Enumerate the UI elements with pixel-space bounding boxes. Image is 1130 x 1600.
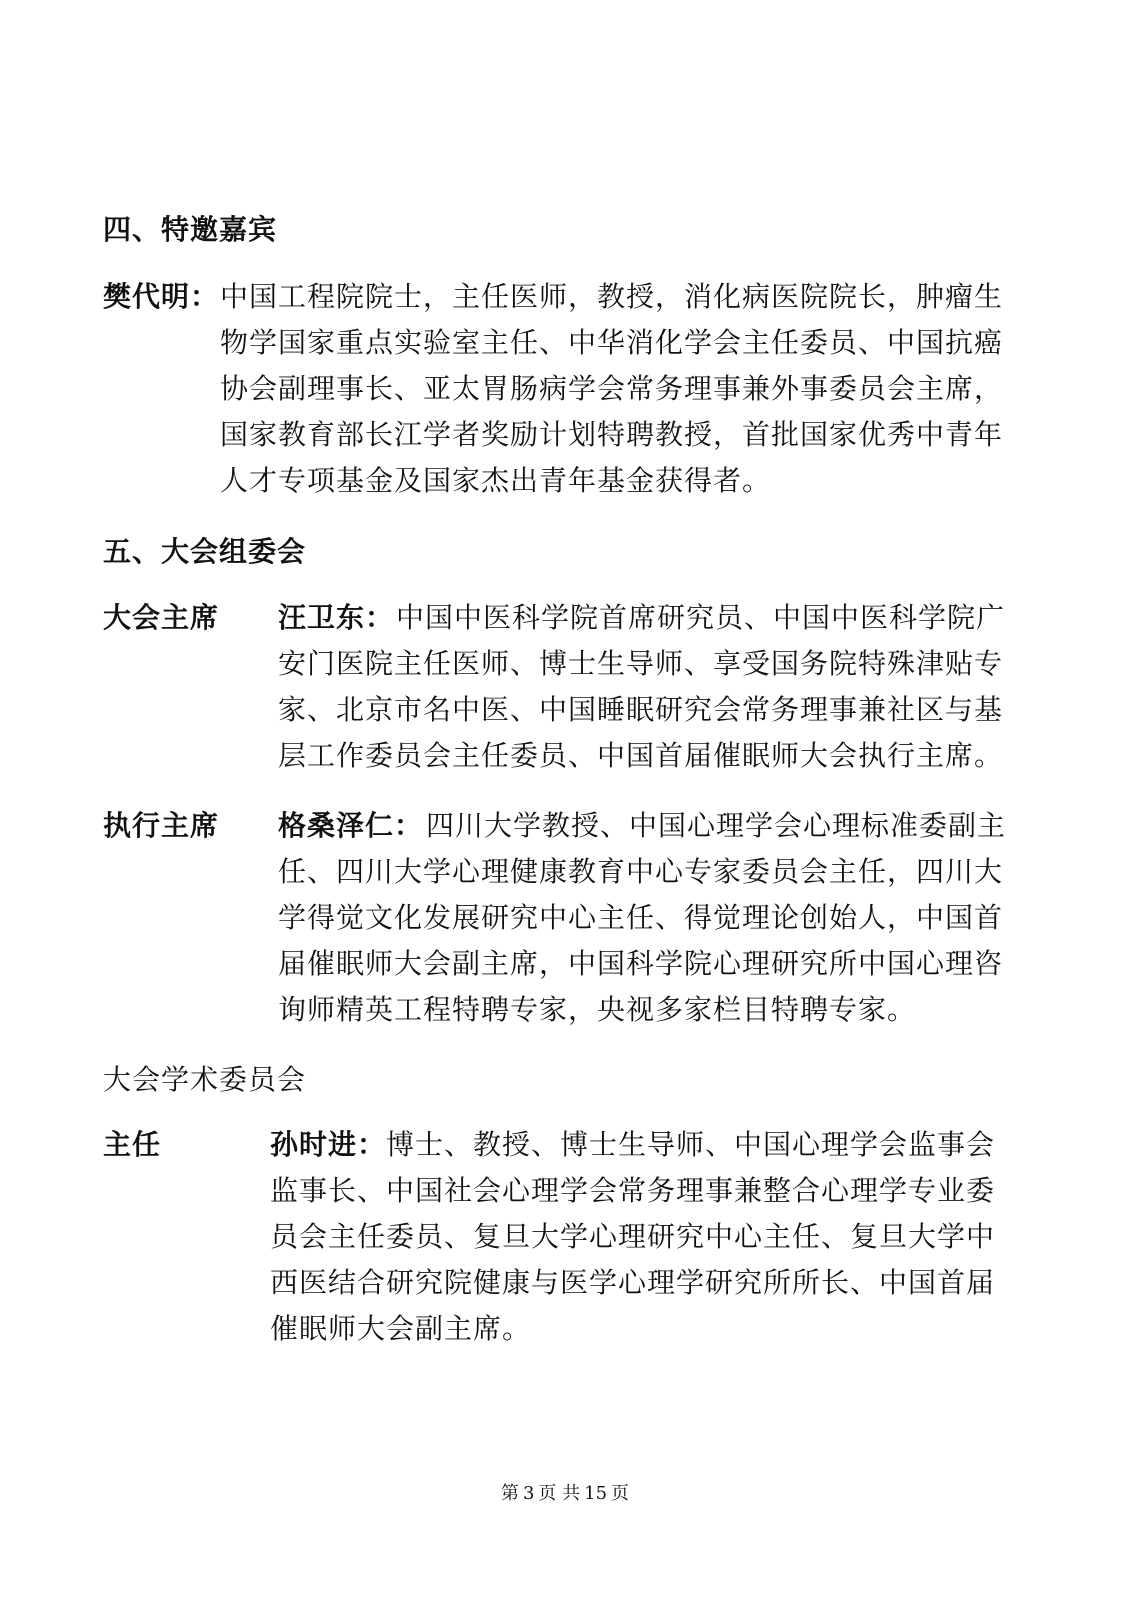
exec-chair-line-2: 任、四川大学心理健康教育中心专家委员会主任，四川大 (278, 855, 1004, 888)
director-line-4: 西医结合研究院健康与医学心理学研究所所长、中国首届 (270, 1266, 996, 1299)
director-role: 主任 (103, 1128, 162, 1161)
exec-chair-line-4: 届催眠师大会副主席，中国科学院心理研究所中国心理咨 (278, 947, 1004, 980)
footer-total-pages: 15 (584, 1483, 608, 1504)
chair-role: 大会主席 (103, 601, 220, 634)
section-4-title: 四、特邀嘉宾 (103, 213, 278, 246)
guest-name: 樊代明： (103, 280, 220, 313)
guest-line-4: 国家教育部长江学者奖励计划特聘教授，首批国家优秀中青年 (220, 418, 1004, 451)
footer-suffix: 页 (611, 1483, 630, 1504)
exec-chair-name: 格桑泽仁： (278, 809, 424, 842)
exec-chair-line-3: 学得觉文化发展研究中心主任、得觉理论创始人，中国首 (278, 901, 1004, 934)
director-line-1: 博士、教授、博士生导师、中国心理学会监事会 (386, 1128, 996, 1161)
guest-line-2: 物学国家重点实验室主任、中华消化学会主任委员、中国抗癌 (220, 326, 1004, 359)
exec-chair-line-1: 四川大学教授、中国心理学会心理标准委副主 (426, 809, 1007, 842)
director-line-5: 催眠师大会副主席。 (270, 1312, 532, 1345)
director-line-3: 员会主任委员、复旦大学心理研究中心主任、复旦大学中 (270, 1220, 996, 1253)
exec-chair-line-5: 询师精英工程特聘专家，央视多家栏目特聘专家。 (278, 993, 917, 1026)
chair-line-4: 层工作委员会主任委员、中国首届催眠师大会执行主席。 (278, 739, 1004, 772)
chair-name: 汪卫东： (278, 601, 395, 634)
chair-line-2: 安门医院主任医师、博士生导师、享受国务院特殊津贴专 (278, 647, 1004, 680)
section-5-title: 五、大会组委会 (103, 535, 307, 568)
page-footer (0, 1482, 1130, 1506)
director-line-2: 监事长、中国社会心理学会常务理事兼整合心理学专业委 (270, 1174, 996, 1207)
academic-committee-title: 大会学术委员会 (103, 1063, 307, 1096)
chair-line-1: 中国中医科学院首席研究员、中国中医科学院广 (396, 601, 1006, 634)
exec-chair-role: 执行主席 (103, 809, 220, 842)
chair-line-3: 家、北京市名中医、中国睡眠研究会常务理事兼社区与基 (278, 693, 1004, 726)
guest-line-3: 协会副理事长、亚太胃肠病学会常务理事兼外事委员会主席， (220, 372, 1004, 405)
guest-line-1: 中国工程院院士，主任医师，教授，消化病医院院长，肿瘤生 (220, 280, 1004, 313)
footer-middle: 页 共 (538, 1483, 581, 1504)
footer-prefix: 第 (500, 1483, 519, 1504)
footer-page-number: 3 (522, 1483, 535, 1504)
guest-line-5: 人才专项基金及国家杰出青年基金获得者。 (220, 464, 772, 497)
director-name: 孙时进： (270, 1128, 387, 1161)
